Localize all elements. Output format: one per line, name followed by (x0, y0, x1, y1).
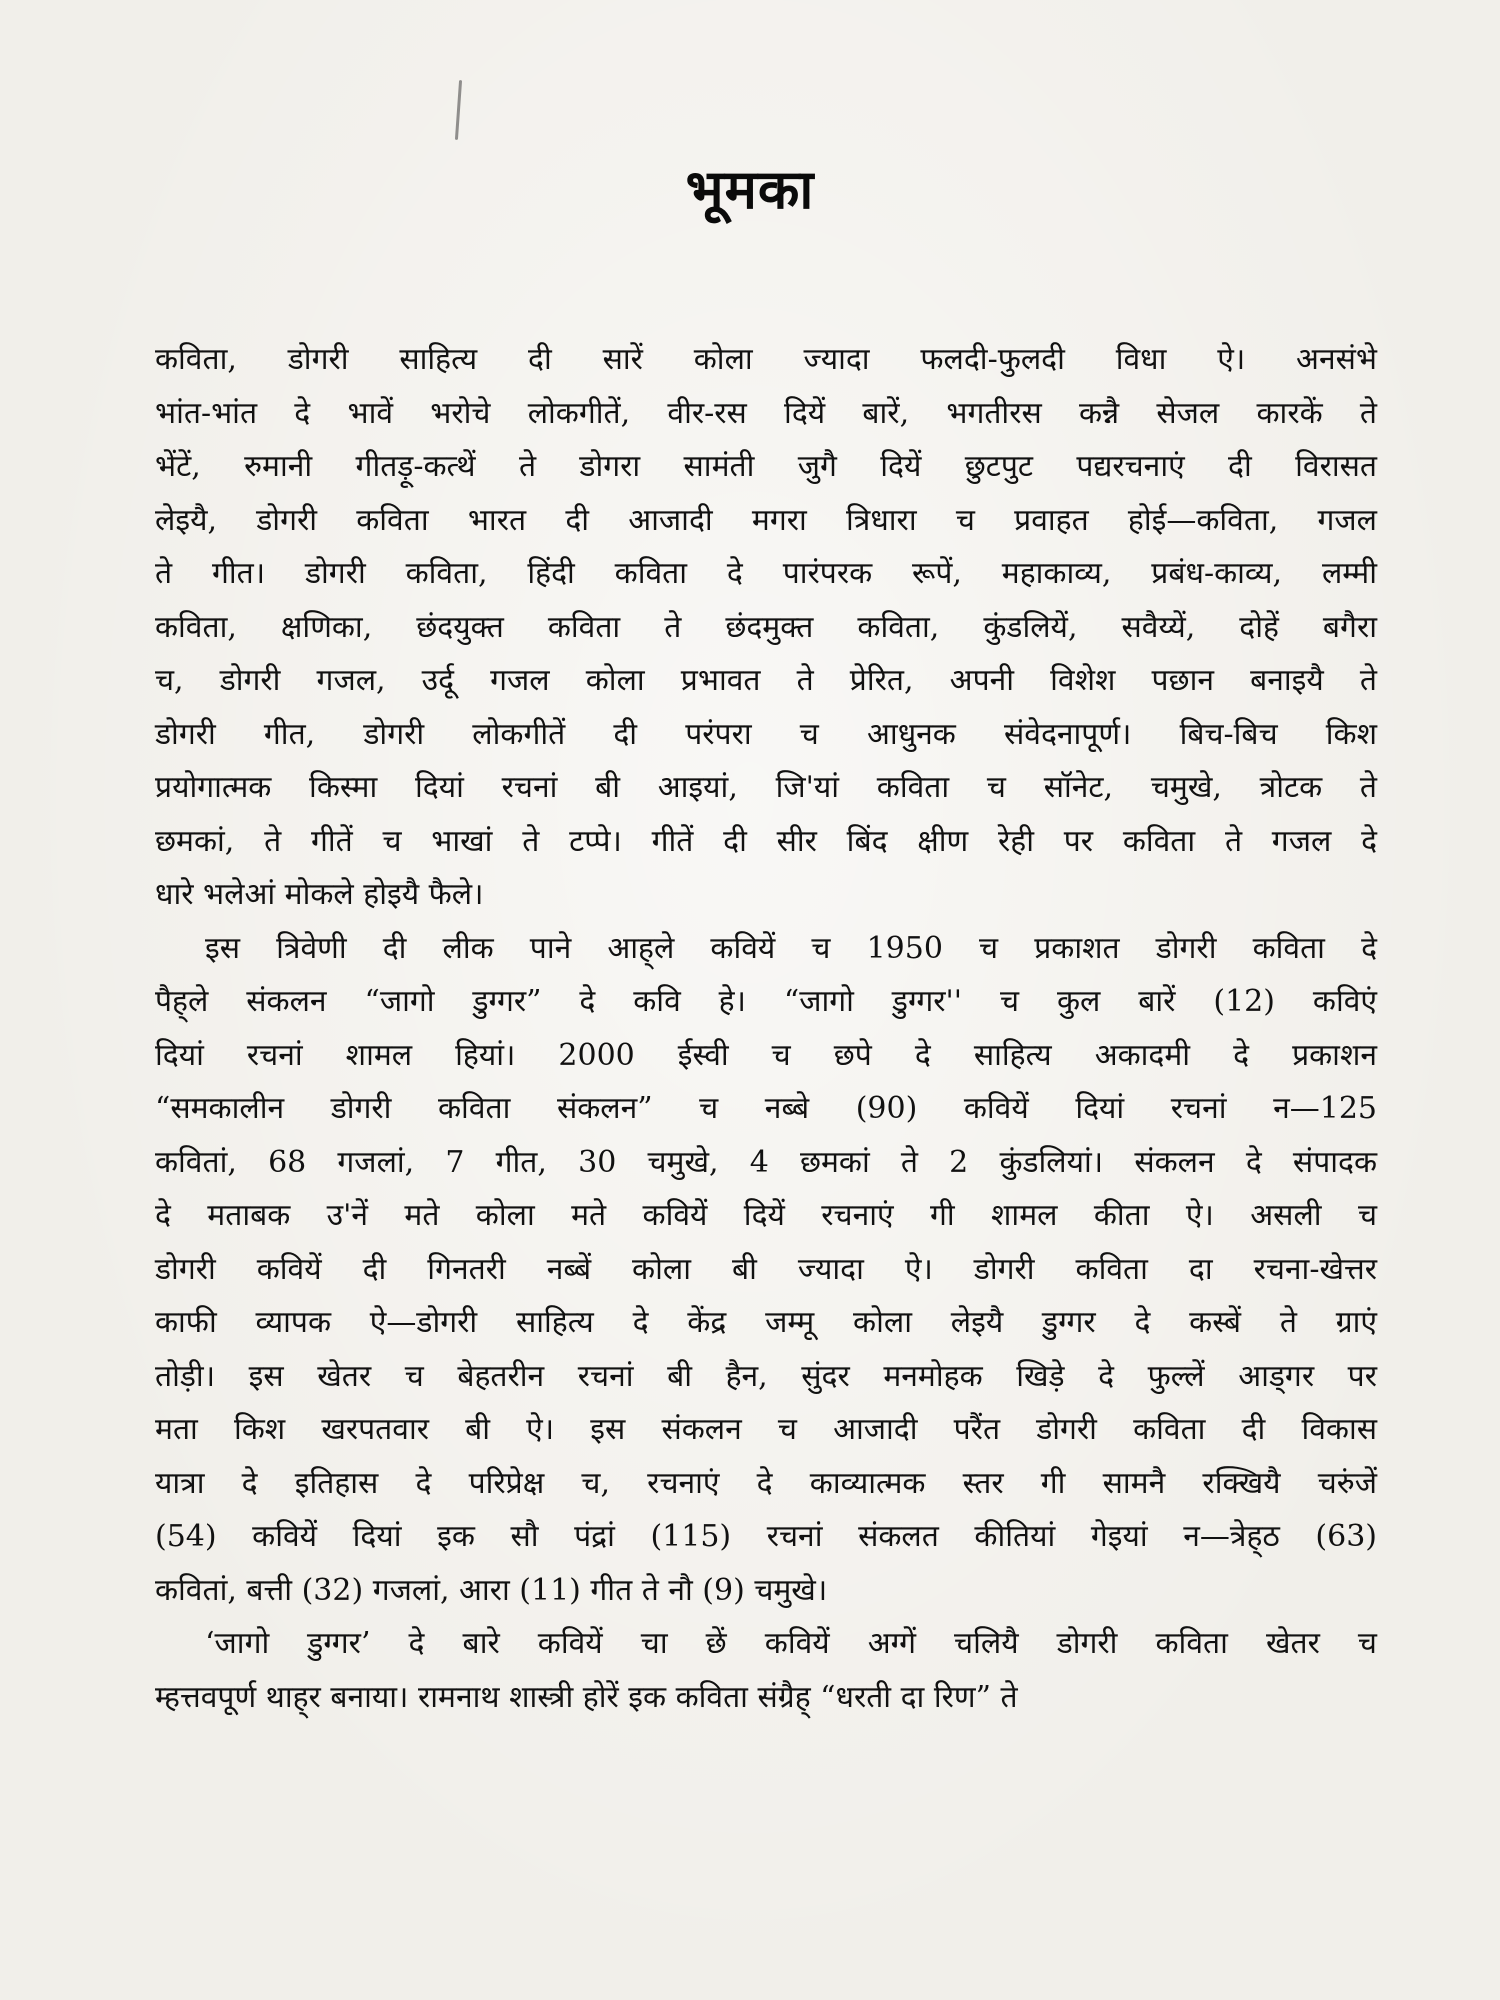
text-line: (54) कवियें दियां इक सौ पंद्रां (115) रचनां संकलत कीतियां गेइयां न—त्रेह्‌ठ (63) (155, 1519, 1377, 1554)
text-line: पैह्‌ले संकलन “जागो डुग्गर” दे कवि हे। “जागो डुग्गर'' च कुल बारें (12) कविएं (155, 984, 1377, 1019)
paragraph (155, 1617, 1377, 1724)
text-line: डोगरी गीत, डोगरी लोकगीतें दी परंपरा च आधुनक संवेदनापूर्ण। बिच-बिच किश (155, 716, 1377, 752)
text-line: तोड़ी। इस खेतर च बेहतरीन रचनां बी हैन, सुंदर मनमोहक खिड़े दे फुल्लें आड्गर पर (155, 1358, 1377, 1394)
paragraph (155, 333, 1377, 922)
text-line: कवितां, 68 गजलां, 7 गीत, 30 चमुखे, 4 छमकां ते 2 कुंडलियां। संकलन दे संपादक (155, 1144, 1377, 1180)
text-line: काफी व्यापक ऐ—डोगरी साहित्य दे केंद्र जम्मू कोला लेइयै डुग्गर दे कस्बें ते ग्राएं (155, 1305, 1377, 1340)
text-line: डोगरी कवियें दी गिनतरी नब्बें कोला बी ज्यादा ऐ। डोगरी कविता दा रचना-खेत्तर (155, 1251, 1377, 1287)
text-line: म्हत्तवपूर्ण थाह्‌र बनाया। रामनाथ शास्त्री होरें इक कविता संग्रैह्‌ “धरती दा रिण” ते (155, 1679, 1018, 1715)
text-line: यात्रा दे इतिहास दे परिप्रेक्ष च, रचनाएं दे काव्यात्मक स्तर गी सामनै रक्खियै चरुंजें (155, 1465, 1377, 1501)
text-line: ‘जागो डुग्गर’ दे बारे कवियें चा छें कवियें अग्गें चलियै डोगरी कविता खेतर च (205, 1626, 1377, 1661)
body-text (155, 333, 1377, 1724)
text-line: भांत-भांत दे भावें भरोचे लोकगीतें, वीर-रस दियें बारें, भगतीरस कन्नै सेजल कारकें ते (155, 395, 1377, 431)
text-line: दियां रचनां शामल हियां। 2000 ईस्वी च छपे दे साहित्य अकादमी दे प्रकाशन (155, 1037, 1377, 1073)
text-line: इस त्रिवेणी दी लीक पाने आह्‌ले कवियें च 1950 च प्रकाशत डोगरी कविता दे (205, 930, 1377, 966)
text-line: छमकां, ते गीतें च भाखां ते टप्पे। गीतें दी सीर बिंद क्षीण रेही पर कविता ते गजल दे (155, 823, 1377, 859)
page-title: भूमका (685, 157, 815, 221)
text-line: मता किश खरपतवार बी ऐ। इस संकलन च आजादी परैंत डोगरी कविता दी विकास (155, 1412, 1377, 1447)
text-line: प्रयोगात्मक किस्मा दियां रचनां बी आइयां, जि'यां कविता च सॉनेट, चमुखे, त्रोटक ते (155, 770, 1377, 805)
text-line: “समकालीन डोगरी कविता संकलन” च नब्बे (90) कवियें दियां रचनां न—125 (155, 1091, 1377, 1126)
text-line: भेंटें, रुमानी गीतड़ू-कत्थें ते डोगरा सामंती जुगै दियें छुटपुट पद्यरचनाएं दी विरासत (155, 449, 1377, 484)
text-line: च, डोगरी गजल, उर्दू गजल कोला प्रभावत ते प्रेरित, अपनी विशेश पछान बनाइयै ते (155, 663, 1377, 698)
text-line: ते गीत। डोगरी कविता, हिंदी कविता दे पारंपरक रूपें, महाकाव्य, प्रबंध-काव्य, लम्मी (155, 556, 1377, 591)
text-line: कवितां, बत्ती (32) गजलां, आरा (11) गीत ते नौ (9) चमुखे। (155, 1572, 828, 1608)
text-line: दे मताबक उ'नें मते कोला मते कवियें दियें रचनाएं गी शामल कीता ऐ। असली च (155, 1198, 1377, 1233)
text-line: कविता, क्षणिका, छंदयुक्त कविता ते छंदमुक्त कविता, कुंडलियें, सवैय्यें, दोहें बगैरा (155, 609, 1377, 645)
text-line: धारे भलेआं मोकले होइयै फैले। (155, 877, 484, 912)
paragraph (155, 922, 1377, 1618)
text-line: कविता, डोगरी साहित्य दी सारें कोला ज्यादा फलदी-फुलदी विधा ऐ। अनसंभे (155, 342, 1377, 377)
text-line: लेइयै, डोगरी कविता भारत दी आजादी मगरा त्रिधारा च प्रवाहत होई—कविता, गजल (155, 502, 1377, 538)
